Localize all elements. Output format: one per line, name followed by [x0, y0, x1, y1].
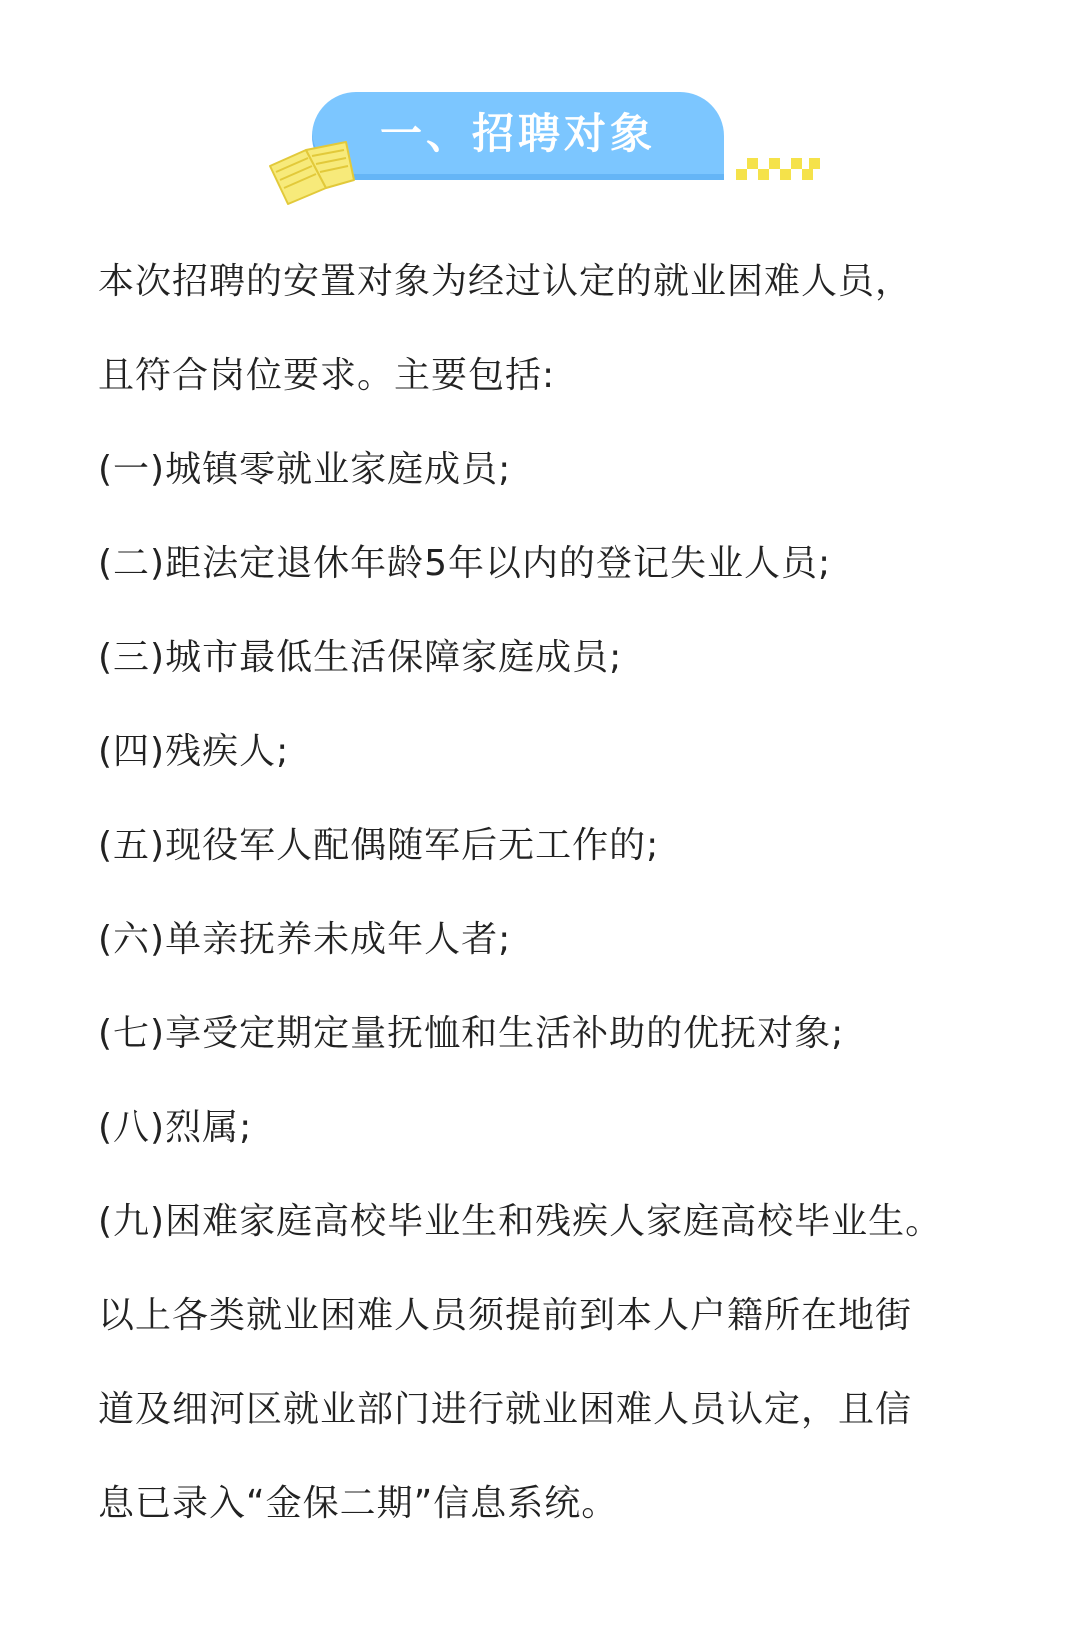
- text-line: 以上各类就业困难人员须提前到本人户籍所在地街: [98, 1295, 913, 1336]
- list-item: (一)城镇零就业家庭成员;: [98, 449, 512, 490]
- text-line: 道及细河区就业部门进行就业困难人员认定，且信: [98, 1389, 913, 1430]
- text-line: 且符合岗位要求。主要包括:: [98, 355, 556, 396]
- list-item: (九)困难家庭高校毕业生和残疾人家庭高校毕业生。: [98, 1201, 943, 1242]
- list-item: (二)距法定退休年龄5年以内的登记失业人员;: [98, 543, 832, 584]
- section-title: 一、招聘对象: [379, 109, 656, 158]
- list-item: (八)烈属;: [98, 1107, 253, 1148]
- list-item: (四)残疾人;: [98, 731, 290, 772]
- list-item: (七)享受定期定量抚恤和生活补助的优抚对象;: [98, 1013, 845, 1054]
- section-header: [0, 0, 1080, 220]
- text-line: 本次招聘的安置对象为经过认定的就业困难人员，: [98, 261, 913, 302]
- list-item: (六)单亲抚养未成年人者;: [98, 919, 512, 960]
- list-item: (五)现役军人配偶随军后无工作的;: [98, 825, 660, 866]
- checker-pattern-icon: [736, 158, 820, 180]
- list-item: (三)城市最低生活保障家庭成员;: [98, 637, 623, 678]
- body-text: [98, 235, 998, 1551]
- open-book-icon: [262, 128, 362, 208]
- text-line: 息已录入“金保二期”信息系统。: [98, 1483, 619, 1524]
